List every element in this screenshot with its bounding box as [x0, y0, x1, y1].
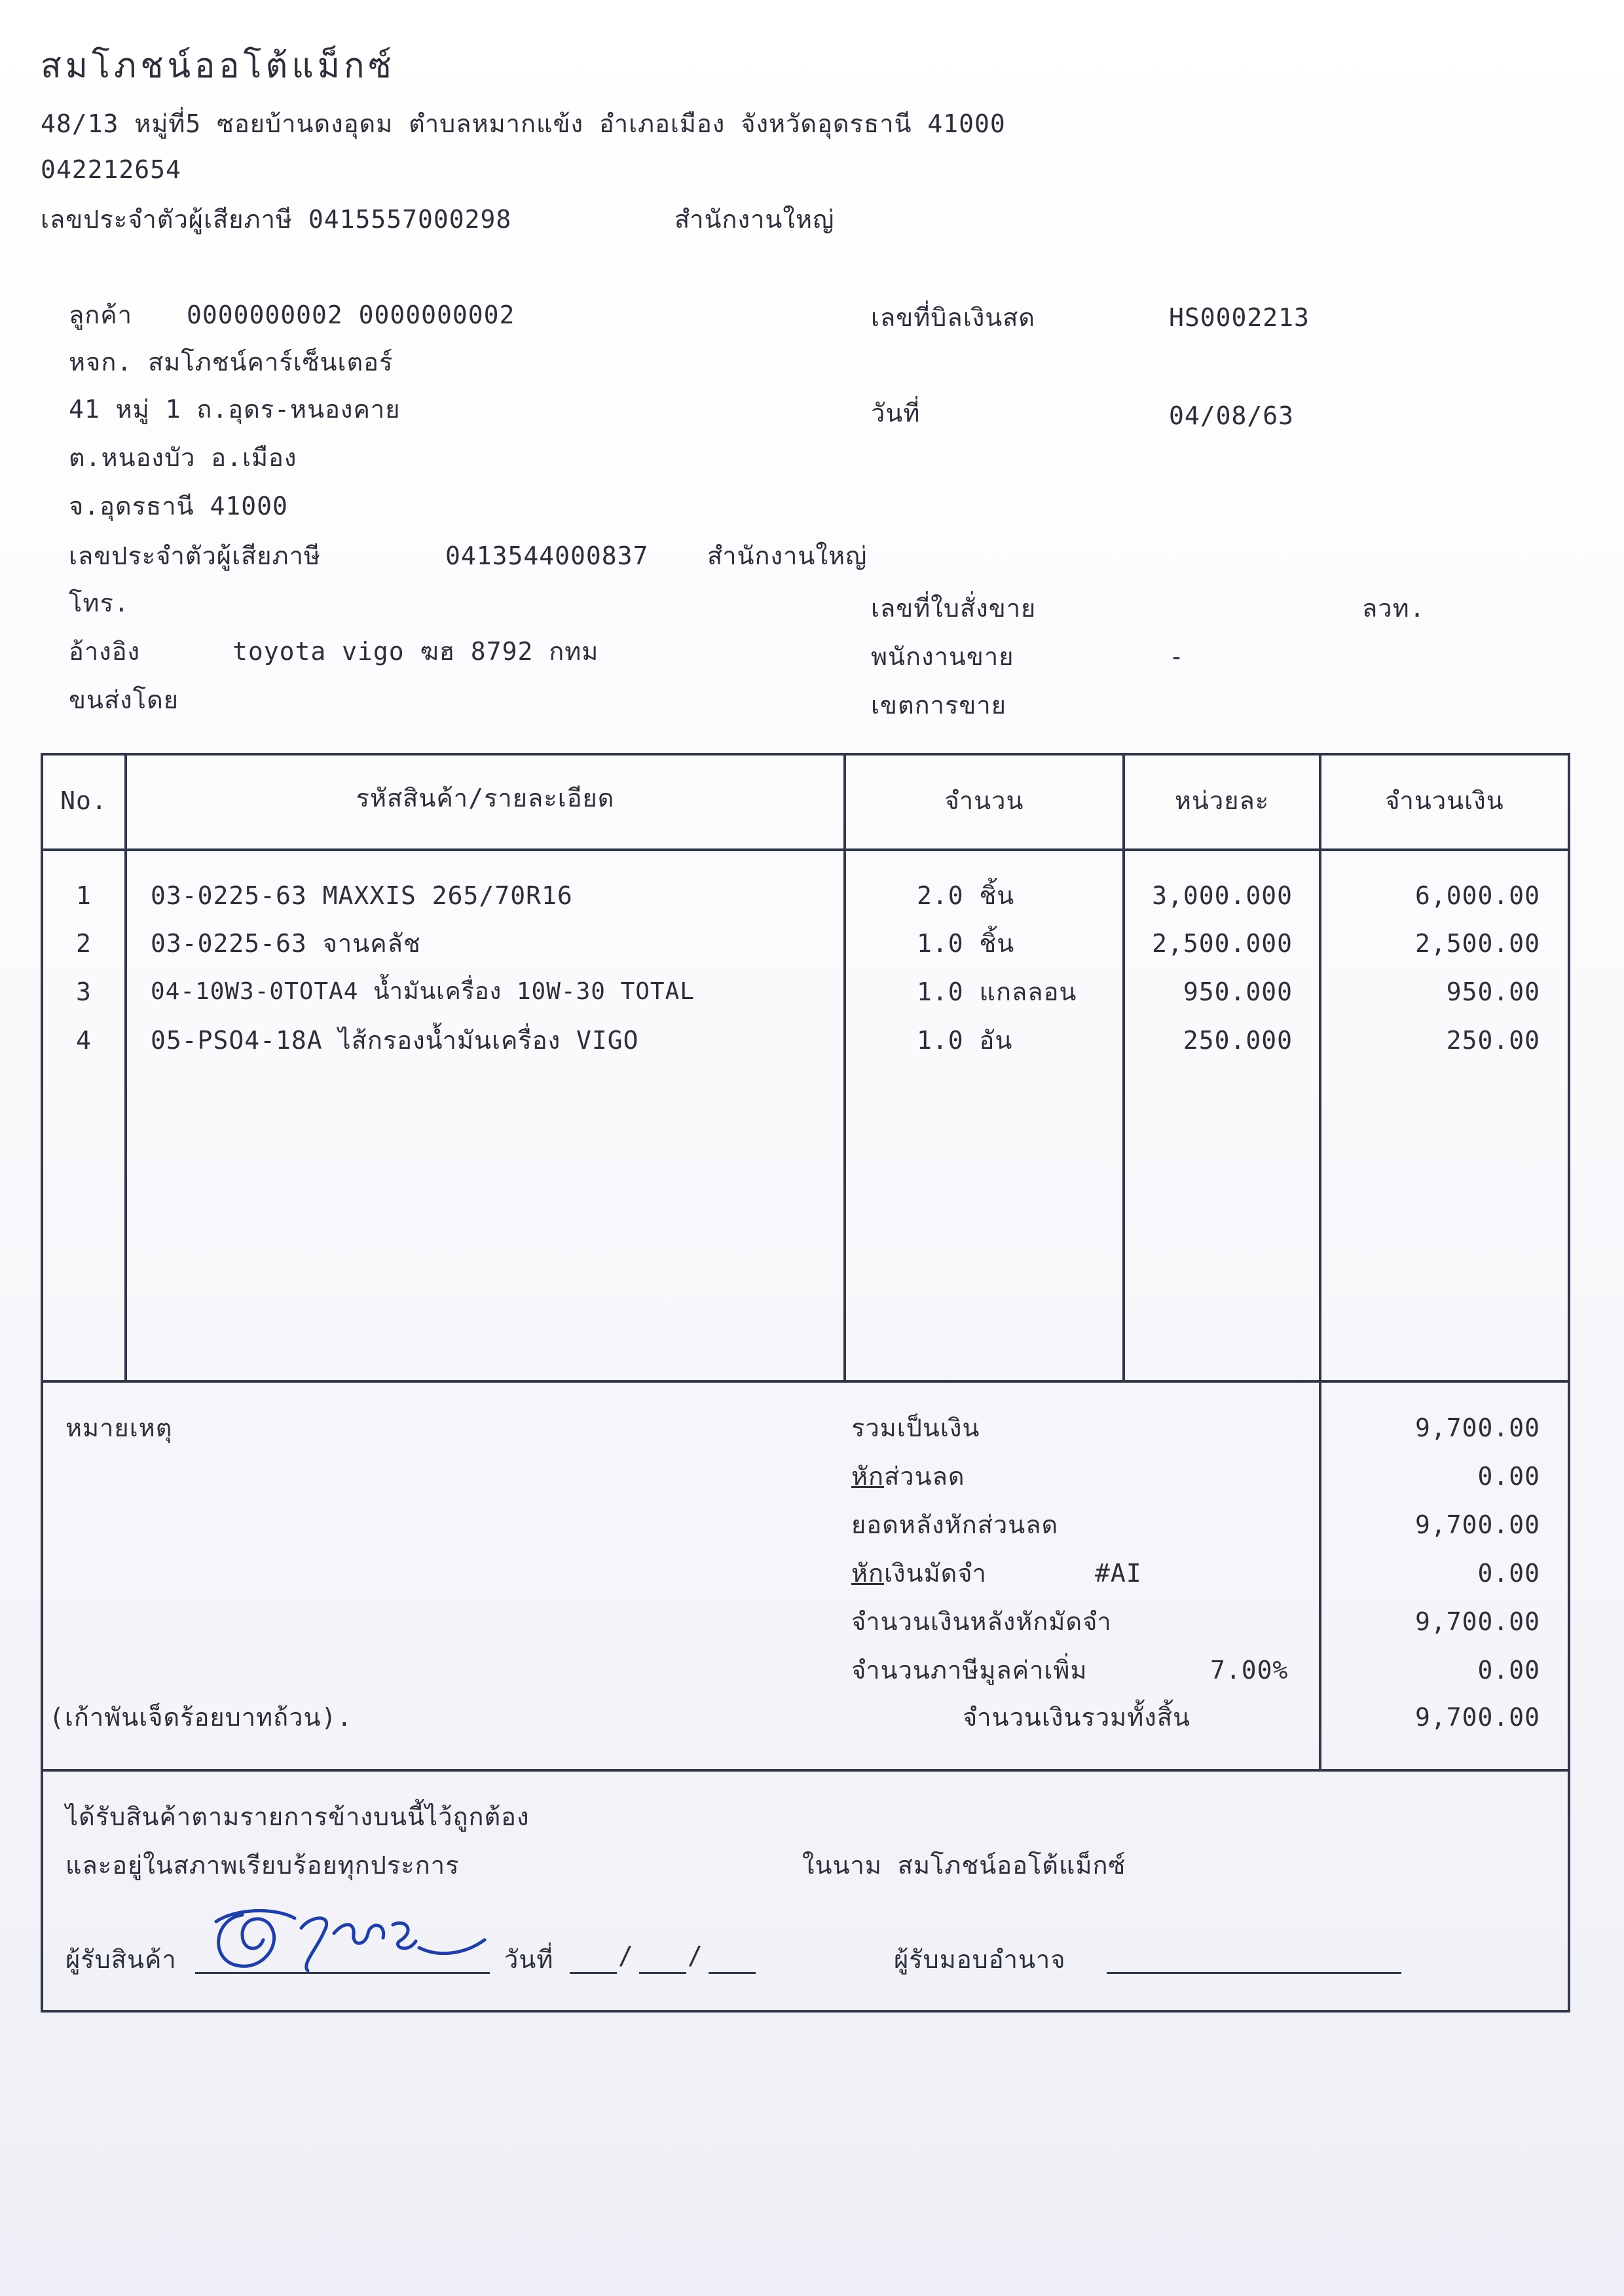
header-quantity: จำนวน [944, 786, 1024, 815]
salesperson-label: พนักงานขาย [871, 642, 1014, 671]
deposit-label [851, 1558, 987, 1588]
customer-branch: สำนักงานใหญ่ [707, 541, 868, 570]
sales-order-value: ลวท. [1362, 594, 1426, 623]
reference-label: อ้างอิง [69, 637, 141, 666]
vat-rate: 7.00% [1210, 1656, 1289, 1685]
col-divider-qty [1122, 753, 1125, 1381]
customer-code: 0000000002 0000000002 [187, 301, 515, 329]
row-description: 05-PSO4-18A ไส้กรองน้ำมันเครื่อง VIGO [151, 1026, 639, 1055]
after-deposit-value: 9,700.00 [1414, 1607, 1540, 1636]
customer-phone-label: โทร. [69, 589, 130, 617]
customer-address-3: จ.อุดรธานี 41000 [69, 492, 288, 520]
subtotal-label: รวมเป็นเงิน [851, 1413, 980, 1442]
table-right-border [1568, 753, 1570, 2013]
remark-label: หมายเหตุ [65, 1413, 173, 1442]
authorized-signature-line [1107, 1971, 1401, 1974]
table-top-border [41, 753, 1570, 756]
reference-value: toyota vigo ฆฮ 8792 กทม [232, 637, 599, 666]
row-quantity: 2.0 ชิ้น [917, 881, 1015, 910]
bill-no-value: HS0002213 [1169, 303, 1310, 332]
receive-date-year [709, 1971, 756, 1974]
customer-address-1: 41 หมู่ 1 ถ.อุดร-หนองคาย [69, 395, 401, 424]
after-discount-value: 9,700.00 [1414, 1510, 1540, 1539]
discount-prefix: หัก [851, 1462, 885, 1491]
on-behalf-of: ในนาม สมโภชน์ออโต้แม็กซ์ [802, 1851, 1126, 1880]
footer-bottom-border [41, 2010, 1570, 2013]
sales-order-label: เลขที่ใบสั่งขาย [871, 594, 1037, 623]
discount-label-rest: ส่วนลด [884, 1462, 965, 1491]
deposit-prefix: หัก [851, 1559, 885, 1588]
vat-label: จำนวนภาษีมูลค่าเพิ่ม [851, 1656, 1088, 1685]
deposit-label-rest: เงินมัดจำ [884, 1559, 987, 1588]
salesperson-value: - [1169, 642, 1185, 671]
company-address: 48/13 หมู่ที่5 ซอยบ้านดงอุดม ตำบลหมากแข้ง อำเภอเมือง จังหวัดอุดรธานี 41000 [41, 109, 1006, 138]
row-description: 04-10W3-0TOTA4 น้ำมันเครื่อง 10W-30 TOTAL [151, 978, 695, 1005]
col-divider-no [124, 753, 127, 1381]
customer-name: หจก. สมโภชน์คาร์เซ็นเตอร์ [69, 348, 394, 376]
row-amount: 6,000.00 [1414, 881, 1540, 910]
row-quantity: 1.0 แกลลอน [917, 977, 1077, 1006]
row-amount: 250.00 [1446, 1026, 1540, 1055]
row-amount: 2,500.00 [1414, 929, 1540, 958]
deposit-value: 0.00 [1477, 1559, 1540, 1588]
acknowledgement-line-2: และอยู่ในสภาพเรียบร้อยทุกประการ [65, 1851, 460, 1880]
signature-image [203, 1902, 491, 1980]
acknowledgement-line-1: ได้รับสินค้าตามรายการข้างบนนี้ไว้ถูกต้อง [65, 1802, 530, 1831]
date-separator: / [618, 1941, 634, 1970]
subtotal-value: 9,700.00 [1414, 1413, 1540, 1442]
header-unit-price: หน่วยละ [1174, 786, 1270, 815]
company-name: สมโภชน์ออโต้แม็กซ์ [41, 46, 396, 86]
customer-tax-label: เลขประจำตัวผู้เสียภาษี [69, 541, 321, 570]
header-amount: จำนวนเงิน [1385, 786, 1504, 815]
row-description: 03-0225-63 จานคลัช [151, 929, 421, 958]
bill-no-label: เลขที่บิลเงินสด [871, 303, 1036, 332]
grand-total-value: 9,700.00 [1414, 1703, 1540, 1732]
header-description: รหัสสินค้า/รายละเอียด [356, 784, 615, 812]
table-row: 4 [76, 1026, 92, 1055]
row-quantity: 1.0 ชิ้น [917, 929, 1015, 958]
row-unit-price: 2,500.000 [1152, 929, 1293, 958]
row-quantity: 1.0 อัน [917, 1026, 1013, 1055]
amount-in-words: (เก้าพันเจ็ดร้อยบาทถ้วน). [49, 1703, 353, 1732]
sales-area-label: เขตการขาย [871, 691, 1006, 720]
vat-value: 0.00 [1477, 1656, 1540, 1685]
table-row: 2 [76, 929, 92, 958]
header-no: No. [60, 786, 107, 815]
discount-value: 0.00 [1477, 1462, 1540, 1491]
receive-date-month [639, 1971, 686, 1974]
table-row: 1 [76, 881, 92, 910]
customer-address-2: ต.หนองบัว อ.เมือง [69, 443, 297, 472]
row-amount: 950.00 [1446, 977, 1540, 1006]
col-divider-desc [843, 753, 846, 1381]
row-unit-price: 950.000 [1183, 977, 1293, 1006]
customer-label: ลูกค้า [69, 301, 133, 329]
receiver-label: ผู้รับสินค้า [65, 1945, 177, 1974]
summary-bottom-border [41, 1769, 1570, 1772]
table-header-border [41, 848, 1570, 851]
company-branch: สำนักงานใหญ่ [674, 205, 835, 234]
row-unit-price: 3,000.000 [1152, 881, 1293, 910]
row-description: 03-0225-63 MAXXIS 265/70R16 [151, 881, 573, 910]
deposit-code: #AI [1095, 1559, 1142, 1588]
receive-date-day [570, 1971, 617, 1974]
date-separator: / [688, 1941, 703, 1970]
bill-date-label: วันที่ [871, 399, 921, 428]
table-body-border [41, 1380, 1570, 1383]
authorized-person-label: ผู้รับมอบอำนาจ [894, 1945, 1066, 1974]
table-row: 3 [76, 977, 92, 1006]
company-phone: 042212654 [41, 155, 181, 184]
after-deposit-label: จำนวนเงินหลังหักมัดจำ [851, 1607, 1112, 1636]
discount-label [851, 1461, 965, 1491]
customer-tax-id: 0413544000837 [445, 541, 649, 570]
grand-total-label: จำนวนเงินรวมทั้งสิ้น [963, 1703, 1190, 1732]
bill-date-value: 04/08/63 [1169, 401, 1295, 430]
shipping-label: ขนส่งโดย [69, 685, 179, 714]
company-tax-id: เลขประจำตัวผู้เสียภาษี 0415557000298 [41, 205, 512, 234]
row-unit-price: 250.000 [1183, 1026, 1293, 1055]
after-discount-label: ยอดหลังหักส่วนลด [851, 1510, 1059, 1539]
receive-date-label: วันที่ [504, 1945, 554, 1974]
